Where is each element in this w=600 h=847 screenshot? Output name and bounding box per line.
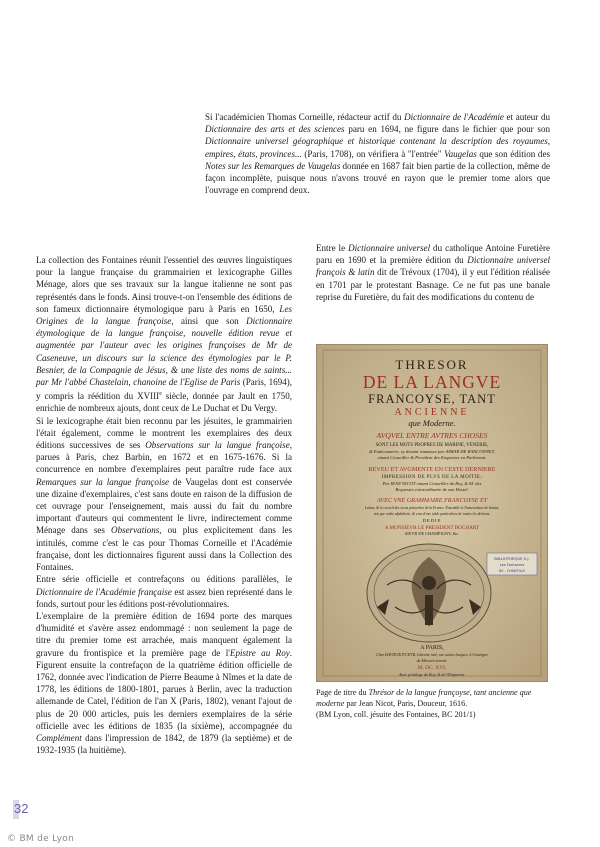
paragraph-furetiere: Entre le Dictionnaire universel du catholique Antoine Furetière paru en 1690 et la première édition du Dictionnaire universel françois & latin dit de Trévoux (1704), il y eut l'édition réalisée en 1701 par le protestant Basnage. Ce ne fut pas une banale reprise du Furetière, du fait des modifications du contenu de — [316, 243, 550, 302]
title-line-17: DEDIE — [422, 518, 442, 523]
title-line-10: REVEU ET AVGMENTE EN CESTE DERNIERE — [368, 466, 496, 473]
title-page-svg — [317, 345, 547, 681]
title-line-12: Par IEAN NICOT viuant Conseiller du Roy, & M. des — [382, 481, 482, 486]
imprint-line-3: du Mercure arresté. — [416, 659, 448, 663]
imprint-line-5: Auec priuilege du Roy, & de l'Empereur. — [398, 672, 466, 677]
figure-caption: Page de titre du Thrésor de la langue françoyse, tant ancienne que moderne par Jean Nicot, Paris, Douceur, 1616. (BM Lyon, coll. jésuite des Fontaines, BC 201/1) — [316, 688, 532, 719]
article-paragraph-top — [205, 111, 550, 196]
title-line-7: SONT LES MOTS PROPRES DE MARINE, VENERIE, — [375, 443, 489, 448]
right-column — [316, 242, 550, 303]
paragraph-premiere-edition: L'exemplaire de la première édition de 1694 porte des marques d'humidité et s'avère assez endommagé : non seulement la page de titre du premier tome est arrachée, mais manquent également la gravure du frontispice et la première page de l'Epistre au Roy. Figurent ensuite la contrefaçon de la quatrième édition officielle de 1762, donnée avec l'indication de Pierre Beaume à Nîmes et la date de 1778, les éditions de 1800-1801, parues à Berlin, avec la traduction allemande de Catel, l'édition de l'an X (Paris, 1802), venant l'ajout de plus de 20 000 articles, puis les derniers exemplaires de la série officielle avec les éditions de 1835 (la sixième), accompagnée du Complément dans l'impression de 1842, de 1879 (la septième) et de 1932-1935 (la huitième). — [36, 610, 292, 756]
title-line-11: IMPRESSION DE PLVS DE LA MOITIE; — [381, 475, 483, 480]
copyright-notice: © BM de Lyon — [7, 834, 75, 844]
stamp-line-3: 60 - CHANTILLY — [499, 569, 525, 573]
title-line-6: AVQVEL ENTRE AVTRES CHOSES — [376, 431, 488, 440]
imprint-line-2: Chez DAVID DOVCEVR, Libraire iuré, rue sainct Iacques, à l'enseigne — [376, 653, 488, 657]
title-line-2: DE LA LANGVE — [362, 372, 502, 392]
library-stamp — [487, 553, 537, 575]
imprint-line-1: A PARIS, — [420, 645, 444, 651]
title-line-4: ANCIENNE — [394, 407, 470, 418]
title-line-18: A MONSIEVR LE PRESIDENT BOCHART — [384, 525, 480, 531]
page-number: 32 — [14, 801, 29, 816]
title-line-5: que Moderne. — [408, 418, 456, 428]
title-line-15: Latine, & le recueil des vieux prouerbes de la France. Ensemble le Nomenclator de Iunius, — [364, 506, 500, 510]
paragraph-menage: La collection des Fontaines réunit l'essentiel des œuvres linguistiques pour la langue française du grammairien et lexicographe Gilles Ménage, alors que ses travaux sur la langue italienne ne sont pas représentés dans le fonds. Ainsi trouve-t-on l'ensemble des éditions de son fameux dictionnaire étymologique paru à Paris en 1650, Les Origines de la langue françoise, ainsi que son Dictionnaire étymologique de la langue françoise, nouvelle édition revue et augmentée par l'auteur avec les origines françoises de Mr de Caseneuve, un discours sur la science des étymologies par le P. Besnier, de la Compagnie de Jésus, & une liste des noms de saints... par Mr l'abbé Chastelain, chanoine de l'Eglise de Paris (Paris, 1694), y compris la réédition du XVIIIe siècle, donnée par Jault en 1750, enrichie de nombreux ajouts, dont ceux de Le Duchat et Du Vergy. — [36, 255, 293, 414]
paragraph-academie: Entre série officielle et contrefaçons ou éditions parallèles, le Dictionnaire de l'Académie française est assez bien représenté dans le fonds, surtout pour les éditions post-révolutionnaires. — [36, 574, 292, 609]
title-line-14: AVEC VNE GRAMMAIRE FRANCOYSE ET — [376, 497, 488, 504]
title-line-13: Requestes extraordinaire de son Hostel. — [395, 487, 469, 492]
imprint-line-4: M. DC. XVI. — [417, 665, 447, 671]
title-line-1: THRESOR — [395, 357, 469, 372]
paragraph-jesuites: Si le lexicographe était bien reconnu par les jésuites, le grammairien l'était également, comme le montrent les exemplaires des deux éditions successives de ses Observations sur la langue françoise, parues à Paris, chez Barbin, en 1672 et en 1675-1676. Si la concurrence en nombre d'exemplaires peut paraître rude face aux Remarques sur la langue françoise de Vaugelas dont est conservée une dizaine d'exemplaires, c'est sans doute en raison de la diffusion de cet ouvrage pour l'enseignement, mais aussi du fait du nombre important d'auteurs qui commentent le livre, indirectement comme Ménage dans ses Observations, ou plus explicitement dans les intitulés, comme c'est le cas pour Thomas Corneille et l'Académie française, dont les dictionnaires figurent aussi dans la Collection des Fontaines. — [36, 415, 292, 573]
stamp-line-1: BIBLIOTHEQUE S.J. — [494, 556, 530, 561]
printer-device-emblem — [367, 544, 491, 642]
paragraph-corneille: Si l'académicien Thomas Corneille, rédacteur actif du Dictionnaire de l'Académie et auteur du Dictionnaire des arts et des sciences paru en 1694, ne figure dans le fichier que pour son Dictionnaire universel géographique et historique contenant la description des royaumes, empires, états, provinces... (Paris, 1708), on vérifiera à "l'entrée" Vaugelas que son édition des Notes sur les Remarques de Vaugelas donnée en 1687 fait bien partie de la collection, même de façon incomplète, puisque nous n'avons trouvé en rayon que le premier tome alors que l'ouvrage en comprend deux. — [205, 112, 551, 196]
title-line-3: FRANCOYSE, TANT — [368, 392, 496, 406]
left-column — [36, 254, 292, 756]
title-line-8: & Faulconnerie, cy deuant ramassez par AIMAR DE RANCONNET, — [369, 449, 495, 454]
title-line-9: viuant Conseiller & President des Enquestes en Parlement. — [377, 455, 487, 460]
title-page-illustration — [316, 344, 548, 682]
stamp-line-2: Les Fontaines — [499, 563, 525, 567]
title-line-16: mis par ordre alphabetic, & creu d'vne table particuliere de toutes les dictions. — [373, 512, 491, 516]
title-line-19: SIEVR DE CHAMPIGNY, &c. — [404, 531, 460, 536]
